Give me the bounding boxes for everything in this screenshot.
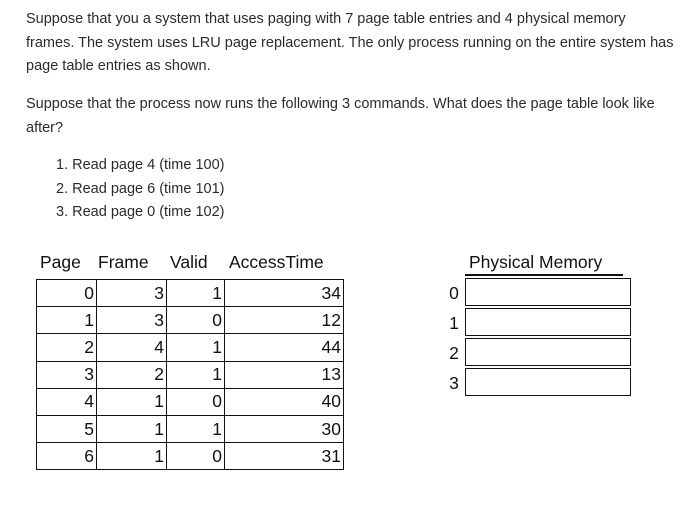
cell-frame: 4 [97,334,167,361]
question-paragraph: Suppose that the process now runs the following 3 commands. What does the page table look like after? [26,96,655,136]
cell-page: 4 [37,388,97,415]
cell-frame: 3 [97,307,167,334]
header-valid: Valid [170,252,208,272]
command-item: 1. Read page 4 (time 100) [56,157,225,173]
frame-slot [465,368,631,396]
table-row [37,361,344,388]
frame-slot [465,278,631,306]
command-list [56,154,224,225]
intro-paragraph: Suppose that you a system that uses paging with 7 page table entries and 4 physical memory frames. The system uses LRU page replacement. The only process running on the entire system has page table entries as shown. [26,11,674,74]
cell-frame: 2 [97,361,167,388]
cell-page: 5 [37,415,97,442]
cell-access-time: 31 [225,443,344,470]
cell-page: 3 [37,361,97,388]
table-row [37,388,344,415]
cell-valid: 0 [167,388,225,415]
cell-frame: 1 [97,443,167,470]
cell-access-time: 13 [225,361,344,388]
cell-page: 2 [37,334,97,361]
frame-slot [465,338,631,366]
table-row [37,415,344,442]
command-item: 2. Read page 6 (time 101) [56,180,225,197]
frame-label: 1 [449,313,459,333]
cell-valid: 0 [167,443,225,470]
cell-valid: 1 [167,361,225,388]
cell-frame: 3 [97,280,167,307]
physical-memory-title-underline [465,274,623,276]
table-row [37,280,344,307]
cell-valid: 1 [167,280,225,307]
cell-page: 0 [37,280,97,307]
cell-page: 6 [37,443,97,470]
frame-label: 3 [449,373,459,393]
cell-frame: 1 [97,388,167,415]
cell-access-time: 40 [225,388,344,415]
cell-frame: 1 [97,415,167,442]
cell-page: 1 [37,307,97,334]
cell-access-time: 12 [225,307,344,334]
table-row [37,334,344,361]
frame-slot [465,308,631,336]
header-frame: Frame [98,252,149,272]
cell-valid: 1 [167,415,225,442]
page-table [36,279,344,470]
cell-access-time: 30 [225,415,344,442]
physical-memory-title: Physical Memory [469,252,603,272]
cell-valid: 0 [167,307,225,334]
frame-label: 2 [449,343,459,363]
cell-access-time: 44 [225,334,344,361]
cell-valid: 1 [167,334,225,361]
frame-label: 0 [449,283,459,303]
table-row [37,443,344,470]
cell-access-time: 34 [225,280,344,307]
table-row [37,307,344,334]
header-page: Page [40,252,81,272]
header-access-time: AccessTime [229,252,324,272]
command-item: 3. Read page 0 (time 102) [56,204,225,220]
